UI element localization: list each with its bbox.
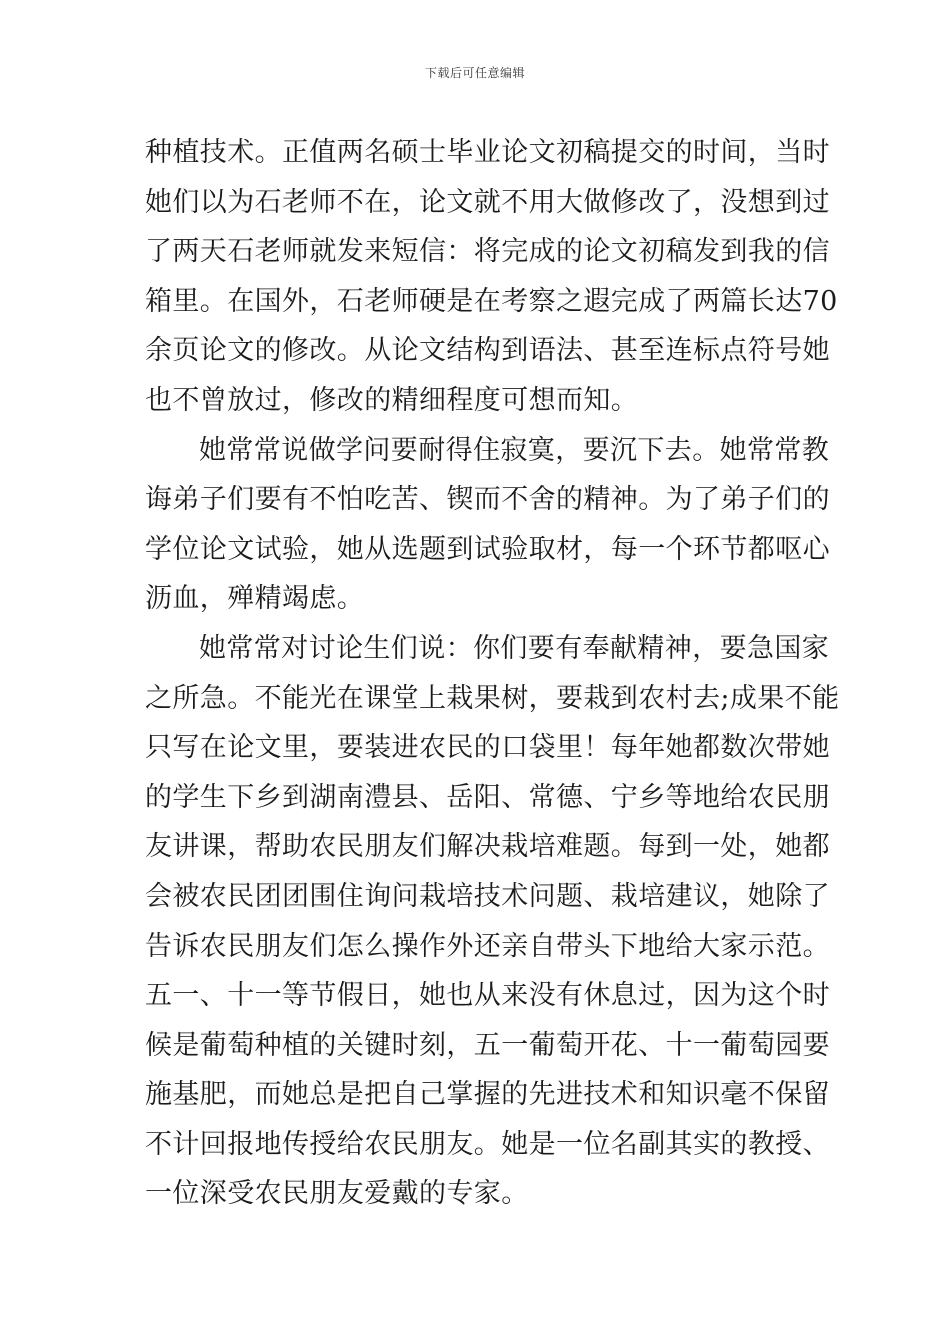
text-line: 沥血，殚精竭虑。 [145,583,365,615]
text-line: 施基肥，而她总是把自己掌握的先进技术和知识毫不保留 [145,1079,830,1111]
text-line: 学位论文试验，她从选题到试验取材，每一个环节都呕心 [145,533,830,565]
text-line: 一位深受农民朋友爱戴的专家。 [145,1178,529,1210]
text-line: 也不曾放过，修改的精细程度可想而知。 [145,384,639,416]
text-line: 余页论文的修改。从论文结构到语法、甚至连标点符号她 [145,335,830,367]
text-line: 不计回报地传授给农民朋友。她是一位名副其实的教授、 [145,1128,830,1160]
text-line: 了两天石老师就发来短信：将完成的论文初稿发到我的信 [145,236,830,268]
paragraph-3 [145,624,840,1219]
document-body [145,128,840,1219]
text-line: 诲弟子们要有不怕吃苦、锲而不舍的精神。为了弟子们的 [145,484,830,516]
text-line: 只写在论文里，要装进农民的口袋里！每年她都数次带她 [145,732,830,764]
text-line: 她常常对讨论生们说：你们要有奉献精神，要急国家 [199,632,830,664]
text-line: 会被农民团团围住询问栽培技术问题、栽培建议，她除了 [145,880,830,912]
text-line: 的学生下乡到湖南澧县、岳阳、常德、宁乡等地给农民朋 [145,781,830,813]
text-line: 箱里。在国外，石老师硬是在考察之遐完成了两篇长达70 [145,285,838,317]
text-line: 告诉农民朋友们怎么操作外还亲自带头下地给大家示范。 [145,930,830,962]
text-line: 她常常说做学问要耐得住寂寞，要沉下去。她常常教 [199,434,830,466]
paragraph-1 [145,128,838,426]
text-line: 友讲课，帮助农民朋友们解决栽培难题。每到一处，她都 [145,831,830,863]
text-line: 之所急。不能光在课堂上栽果树，要栽到农村去;成果不能 [145,682,840,714]
page-header: 下载后可任意编辑 [424,66,525,80]
text-line: 她们以为石老师不在，论文就不用大做修改了，没想到过 [145,186,830,218]
paragraph-2 [145,426,830,624]
text-line: 种植技术。正值两名硕士毕业论文初稿提交的时间，当时 [145,137,830,168]
text-line: 五一、十一等节假日，她也从来没有休息过，因为这个时 [145,980,830,1012]
text-line: 候是葡萄种植的关键时刻，五一葡萄开花、十一葡萄园要 [145,1029,830,1061]
